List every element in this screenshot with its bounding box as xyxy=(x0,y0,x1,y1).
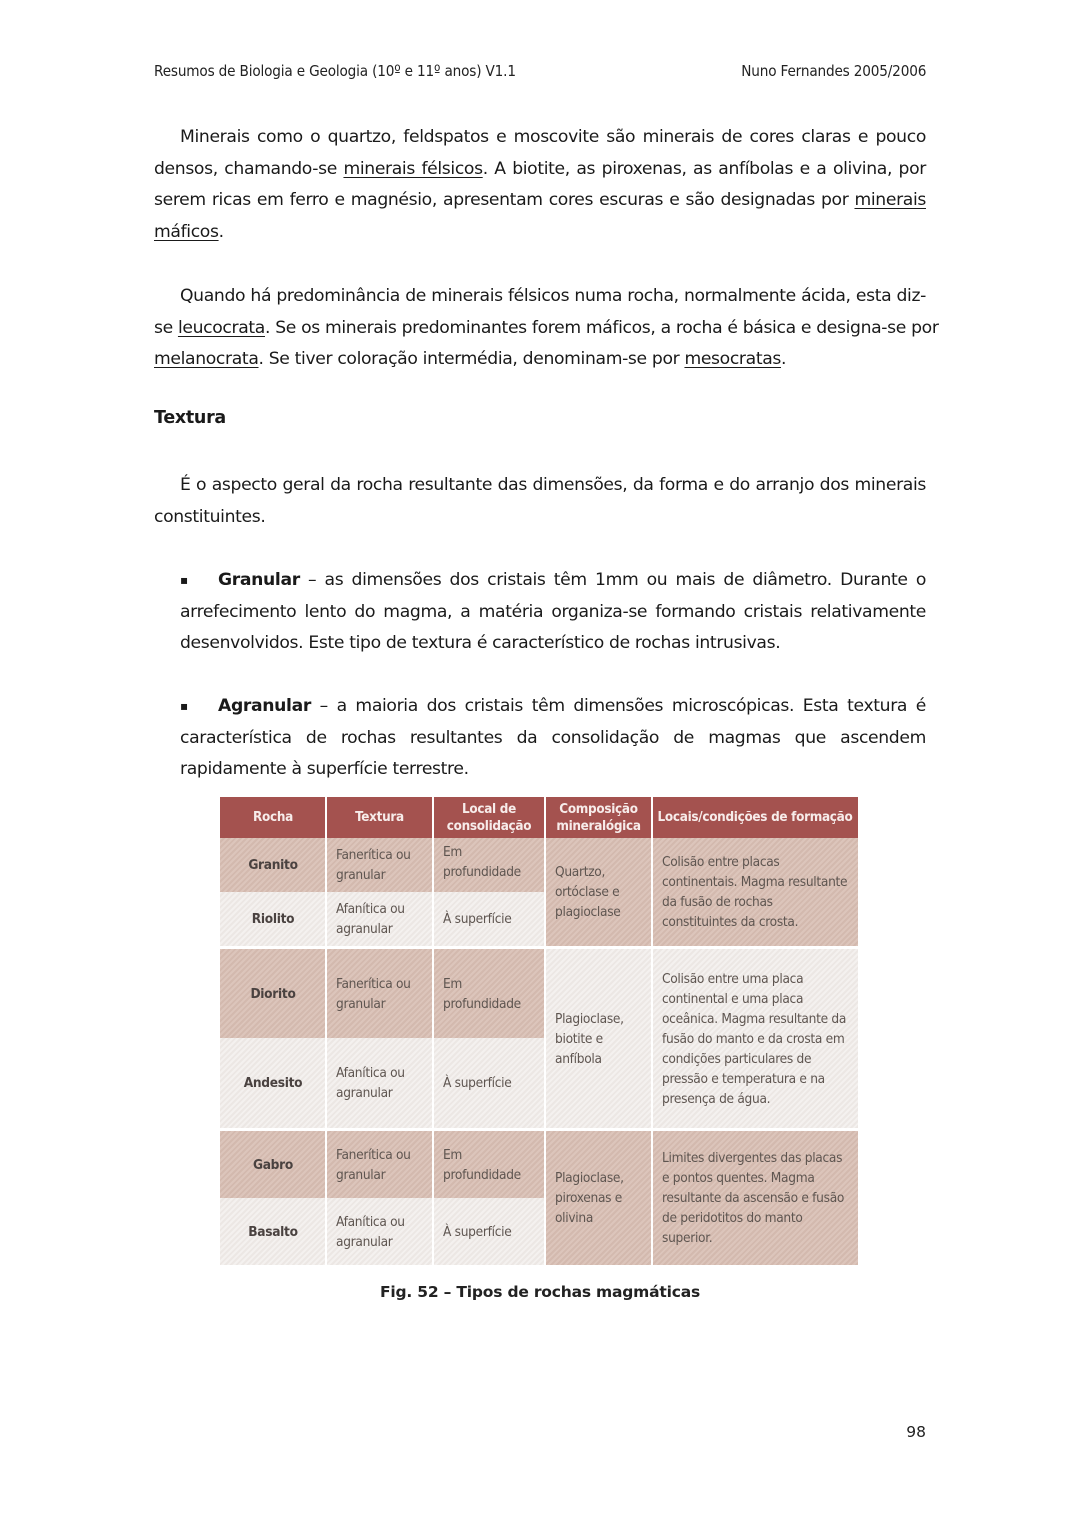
bullet-granular xyxy=(180,565,926,660)
running-header-author: Nuno Fernandes 2005/2006 xyxy=(741,62,926,80)
text-line: Granular – as dimensões dos cristais têm 1mm ou mais de diâmetro. Durante o xyxy=(218,570,926,590)
table-cell-formacao: Colisão entre placas continentais. Magma resultante da fusão de rochas constituintes da crosta. xyxy=(652,838,858,946)
text-line: Quando há predominância de minerais félsicos numa rocha, normalmente ácida, esta diz- xyxy=(180,286,926,306)
text-line: se leucocrata. Se os minerais predominantes forem máficos, a rocha é básica e designa-se por xyxy=(154,317,939,338)
page-number: 98 xyxy=(906,1423,926,1441)
term-mafic-minerals-part2: máficos xyxy=(154,221,219,242)
text-line: melanocrata. Se tiver coloração intermédia, denominam-se por mesocratas. xyxy=(154,349,787,369)
text-line: máficos. xyxy=(154,221,224,242)
text-line: desenvolvidos. Este tipo de textura é característico de rochas intrusivas. xyxy=(180,633,781,653)
table-divider xyxy=(220,946,858,949)
table-cell-rocha: Granito xyxy=(220,838,326,892)
table-cell-local: À superfície xyxy=(433,892,545,946)
bullet-agranular xyxy=(180,691,926,786)
paragraph-rock-color-classes xyxy=(154,281,939,376)
table-cell-local: Em profundidade xyxy=(433,838,545,892)
table-cell-textura: Fanerítica ou granular xyxy=(326,838,433,892)
text-line: Minerais como o quartzo, feldspatos e moscovite são minerais de cores claras e pouco xyxy=(180,127,926,147)
table-cell-textura: Afanítica ou agranular xyxy=(326,1038,433,1128)
running-header-title: Resumos de Biologia e Geologia (10º e 11º anos) V1.1 xyxy=(154,62,516,80)
table-header-formacao: Locais/condições de formação xyxy=(652,797,858,838)
term-melanocrata: melanocrata xyxy=(154,349,259,369)
table-divider xyxy=(220,1128,858,1131)
table-cell-rocha: Basalto xyxy=(220,1198,326,1265)
table-cell-rocha: Diorito xyxy=(220,949,326,1038)
igneous-rocks-table xyxy=(220,797,858,1265)
table-divider xyxy=(651,797,653,1265)
section-heading-textura: Textura xyxy=(154,408,226,428)
table-cell-textura: Fanerítica ou granular xyxy=(326,1131,433,1198)
table-cell-textura: Fanerítica ou granular xyxy=(326,949,433,1038)
text-line: constituintes. xyxy=(154,506,266,527)
table-cell-composicao: Quartzo, ortóclase e plagioclase xyxy=(545,838,652,946)
table-header-rocha: Rocha xyxy=(220,797,326,838)
table-cell-local: À superfície xyxy=(433,1198,545,1265)
table-cell-textura: Afanítica ou agranular xyxy=(326,892,433,946)
text-line: arrefecimento lento do magma, a matéria organiza-se formando cristais relativamente xyxy=(180,601,926,622)
text-line: É o aspecto geral da rocha resultante das dimensões, da forma e do arranjo dos minerais xyxy=(180,475,926,495)
table-cell-composicao: Plagioclase, biotite e anfíbola xyxy=(545,949,652,1128)
table-divider xyxy=(325,797,327,1265)
paragraph-mineral-colors xyxy=(154,122,926,248)
text-line: Agranular – a maioria dos cristais têm dimensões microscópicas. Esta textura é xyxy=(218,696,926,716)
table-cell-rocha: Andesito xyxy=(220,1038,326,1128)
table-header-local: Local de consolidação xyxy=(433,797,545,838)
table-divider xyxy=(544,797,546,1265)
term-leucocrata: leucocrata xyxy=(177,317,265,338)
square-bullet-icon: ▪ xyxy=(180,573,188,587)
text-line: serem ricas em ferro e magnésio, apresentam cores escuras e são designadas por minerais xyxy=(154,190,926,210)
table-cell-formacao: Limites divergentes das placas e pontos quentes. Magma resultante da ascensão e fusão de peridotitos do manto superior. xyxy=(652,1131,858,1265)
text-line: característica de rochas resultantes da consolidação de magmas que ascendem xyxy=(180,727,926,748)
table-header-composicao: Composição mineralógica xyxy=(545,797,652,838)
table-divider xyxy=(432,797,434,1265)
table-cell-local: Em profundidade xyxy=(433,1131,545,1198)
table-cell-composicao: Plagioclase, piroxenas e olivina xyxy=(545,1131,652,1265)
table-cell-rocha: Riolito xyxy=(220,892,326,946)
table-cell-formacao: Colisão entre uma placa continental e uma placa oceânica. Magma resultante da fusão do manto e da crosta em condições particulares de pressão e temperatura e na presença de água. xyxy=(652,949,858,1128)
term-agranular: Agranular xyxy=(218,696,311,716)
paragraph-texture-definition xyxy=(154,470,926,533)
text-line: rapidamente à superfície terrestre. xyxy=(180,759,469,779)
table-cell-textura: Afanítica ou agranular xyxy=(326,1198,433,1265)
term-mesocratas: mesocratas xyxy=(684,349,781,369)
table-cell-local: Em profundidade xyxy=(433,949,545,1038)
square-bullet-icon: ▪ xyxy=(180,699,188,713)
term-granular: Granular xyxy=(218,570,300,590)
table-cell-local: À superfície xyxy=(433,1038,545,1128)
figure-caption: Fig. 52 – Tipos de rochas magmáticas xyxy=(380,1283,700,1301)
term-felsic-minerals: minerais félsicos xyxy=(343,158,483,179)
table-cell-rocha: Gabro xyxy=(220,1131,326,1198)
term-mafic-minerals-part1: minerais xyxy=(854,190,926,210)
table-header-textura: Textura xyxy=(326,797,433,838)
text-line: densos, chamando-se minerais félsicos. A biotite, as piroxenas, as anfíbolas e a olivina, por xyxy=(154,158,926,179)
